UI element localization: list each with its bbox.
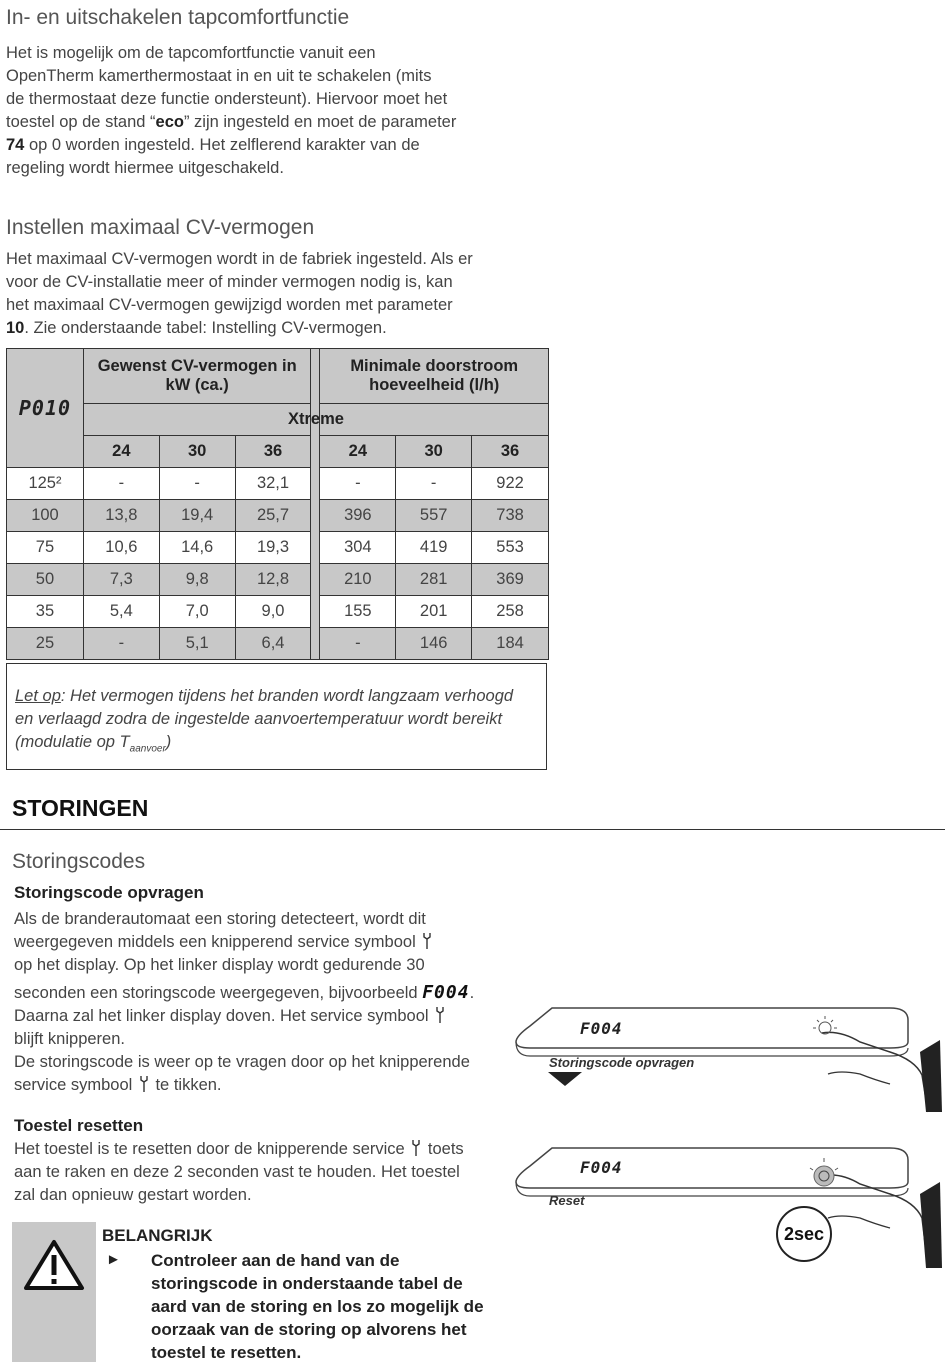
- note-label: Let op: [15, 687, 61, 705]
- hand-icon: [822, 1175, 942, 1268]
- section-title-storingscodes: Storingscodes: [12, 850, 146, 873]
- table-cell: -: [159, 468, 235, 500]
- table-cell: 13,8: [83, 500, 159, 532]
- table-cell: 7,0: [159, 596, 235, 628]
- table-cell: 557: [396, 500, 472, 532]
- text-span: Daarna zal het linker display doven. Het service symbool: [14, 1007, 429, 1025]
- column-header: 36: [235, 436, 311, 468]
- text-line: het maximaal CV-vermogen gewijzigd worden met parameter: [6, 296, 453, 314]
- table-cell: 25,7: [235, 500, 311, 532]
- table-cell: 12,8: [235, 564, 311, 596]
- table-cell: 922: [472, 468, 549, 500]
- column-separator: [311, 349, 320, 660]
- table-cell: 6,4: [235, 628, 311, 660]
- reset-text: [14, 1138, 514, 1207]
- note-line: [15, 685, 538, 708]
- text-line: [14, 1138, 514, 1161]
- table-cell: 369: [472, 564, 549, 596]
- text-line: zal dan opnieuw gestart worden.: [14, 1186, 252, 1204]
- panel-label-reset: Reset: [549, 1193, 585, 1208]
- table-cell: 201: [396, 596, 472, 628]
- text-line: Als de branderautomaat een storing detecteert, wordt dit: [14, 910, 426, 928]
- chapter-divider: [0, 829, 945, 830]
- error-code-example: F004: [422, 982, 470, 1003]
- text-line: de thermostaat deze functie ondersteunt). Hiervoor moet het: [6, 90, 448, 108]
- text-line: [14, 1005, 514, 1028]
- header-line: hoeveelheid (l/h): [369, 376, 500, 394]
- param-header: [7, 349, 84, 468]
- wrench-icon: [433, 1006, 447, 1024]
- table-cell: 184: [472, 628, 549, 660]
- table-cell: 32,1: [235, 468, 311, 500]
- text-span: seconden een storingscode weergegeven, bijvoorbeeld: [14, 984, 418, 1002]
- text-span: (modulatie op T: [15, 733, 130, 751]
- text-line: [14, 931, 514, 954]
- table-cell: 100: [7, 500, 84, 532]
- text-line: Controleer aan de hand van de: [151, 1251, 400, 1270]
- text-line: aan te raken en deze 2 seconden vast te houden. Het toestel: [14, 1163, 460, 1181]
- table-cell: 210: [320, 564, 396, 596]
- text-line: aard van de storing en los zo mogelijk de: [151, 1297, 484, 1316]
- table-row: [7, 532, 549, 564]
- text-span: weergegeven middels een knipperend service symbool: [14, 933, 416, 951]
- text-span: ): [165, 733, 172, 751]
- display-code: F004: [580, 1158, 623, 1177]
- column-header: 30: [159, 436, 235, 468]
- timer-badge: 2sec: [776, 1206, 832, 1262]
- text-line: oorzaak van de storing op alvorens het: [151, 1320, 467, 1339]
- header-line: Gewenst CV-vermogen in: [97, 357, 297, 375]
- warning-box: [12, 1222, 96, 1362]
- table-cell: 396: [320, 500, 396, 532]
- table-row: [7, 596, 549, 628]
- table-cell: 50: [7, 564, 84, 596]
- text-line: Het maximaal CV-vermogen wordt in de fabriek ingesteld. Als er: [6, 250, 473, 268]
- table-cell: 553: [472, 532, 549, 564]
- display-code: F004: [580, 1019, 623, 1038]
- eco-label: eco: [155, 113, 184, 131]
- important-title: BELANGRIJK: [102, 1226, 213, 1245]
- text-span: toestel op de stand “: [6, 113, 156, 131]
- table-cell: 14,6: [159, 532, 235, 564]
- note-line: en verlaagd zodra de ingestelde aanvoertemperatuur wordt bereikt: [15, 710, 503, 728]
- text-span: : Het vermogen tijdens het branden wordt langzaam verhoogd: [60, 687, 514, 705]
- bullet-arrow-icon: ►: [106, 1251, 121, 1268]
- text-line: [14, 981, 514, 1005]
- table-cell: 125²: [7, 468, 84, 500]
- table-cell: -: [83, 628, 159, 660]
- header-vermogen: [83, 349, 311, 404]
- table-cell: -: [396, 468, 472, 500]
- header-line: Minimale doorstroom: [350, 357, 519, 375]
- model-header: Xtreme: [83, 404, 548, 436]
- table-cell: 146: [396, 628, 472, 660]
- text-span: toets: [423, 1140, 464, 1158]
- warning-icon: [12, 1222, 96, 1362]
- text-span: Het toestel is te resetten door de knipperende service: [14, 1140, 405, 1158]
- table-cell: 5,1: [159, 628, 235, 660]
- table-cell: 25: [7, 628, 84, 660]
- table-cell: 19,3: [235, 532, 311, 564]
- table-cell: 7,3: [83, 564, 159, 596]
- text-line: blijft knipperen.: [14, 1030, 125, 1048]
- text-line: Het is mogelijk om de tapcomfortfunctie vanuit een: [6, 44, 376, 62]
- table-cell: 5,4: [83, 596, 159, 628]
- text-line: op het display. Op het linker display wordt gedurende 30: [14, 956, 425, 974]
- cv-vermogen-text: [6, 248, 473, 340]
- table-row: [7, 468, 549, 500]
- opvragen-text: [14, 908, 514, 1097]
- table-cell: 304: [320, 532, 396, 564]
- chapter-title: STORINGEN: [12, 795, 149, 821]
- table-row: [7, 628, 549, 660]
- table-cell: 35: [7, 596, 84, 628]
- text-line: toestel te resetten.: [151, 1343, 302, 1362]
- section-title-tapcomfort: In- en uitschakelen tapcomfortfunctie: [6, 6, 350, 29]
- header-doorstroom: [320, 349, 549, 404]
- table-cell: 281: [396, 564, 472, 596]
- column-header: 24: [83, 436, 159, 468]
- table-cell: 738: [472, 500, 549, 532]
- important-text: [151, 1249, 501, 1364]
- text-line: De storingscode is weer op te vragen door op het knipperende: [14, 1053, 470, 1071]
- param-code: P010: [18, 396, 72, 420]
- text-span: service symbool: [14, 1076, 133, 1094]
- table-cell: 75: [7, 532, 84, 564]
- text-line: [6, 317, 473, 340]
- table-cell: 9,8: [159, 564, 235, 596]
- table-row: [7, 564, 549, 596]
- subheading-opvragen: Storingscode opvragen: [14, 883, 204, 902]
- tapcomfort-text: [6, 42, 456, 180]
- panel-label-opvragen: Storingscode opvragen: [549, 1055, 695, 1070]
- table-cell: 19,4: [159, 500, 235, 532]
- text-line: OpenTherm kamerthermostaat in en uit te schakelen (mits: [6, 67, 432, 85]
- table-cell: -: [83, 468, 159, 500]
- wrench-icon: [420, 932, 434, 950]
- parameter-number: 74: [6, 136, 25, 154]
- table-cell: -: [320, 468, 396, 500]
- wrench-icon: [409, 1139, 423, 1157]
- text-span: .: [469, 984, 475, 1002]
- text-line: voor de CV-installatie meer of minder vermogen nodig is, kan: [6, 273, 453, 291]
- subscript: aanvoer: [129, 743, 166, 755]
- text-line: [6, 111, 456, 134]
- text-line: storingscode in onderstaande tabel de: [151, 1274, 463, 1293]
- header-line: kW (ca.): [165, 376, 229, 394]
- table-note: [6, 663, 547, 770]
- text-line: [6, 134, 456, 157]
- text-span: op 0 worden ingesteld. Het zelflerend karakter van de: [24, 136, 420, 154]
- table-cell: 419: [396, 532, 472, 564]
- column-header: 24: [320, 436, 396, 468]
- wrench-icon: [137, 1075, 151, 1093]
- column-header: 36: [472, 436, 549, 468]
- text-span: ” zijn ingesteld en moet de parameter: [183, 113, 457, 131]
- subheading-reset: Toestel resetten: [14, 1116, 144, 1135]
- table-row: [7, 500, 549, 532]
- note-line: [15, 731, 538, 760]
- table-cell: 155: [320, 596, 396, 628]
- section-title-cv-vermogen: Instellen maximaal CV-vermogen: [6, 216, 315, 239]
- column-header: 30: [396, 436, 472, 468]
- text-line: [14, 1074, 514, 1097]
- text-span: te tikken.: [150, 1076, 222, 1094]
- text-line: regeling wordt hiermee uitgeschakeld.: [6, 159, 284, 177]
- cv-vermogen-table: [6, 348, 549, 660]
- table-cell: -: [320, 628, 396, 660]
- table-cell: 258: [472, 596, 549, 628]
- table-cell: 10,6: [83, 532, 159, 564]
- parameter-number: 10: [6, 319, 25, 337]
- text-span: . Zie onderstaande tabel: Instelling CV-vermogen.: [24, 319, 387, 337]
- table-cell: 9,0: [235, 596, 311, 628]
